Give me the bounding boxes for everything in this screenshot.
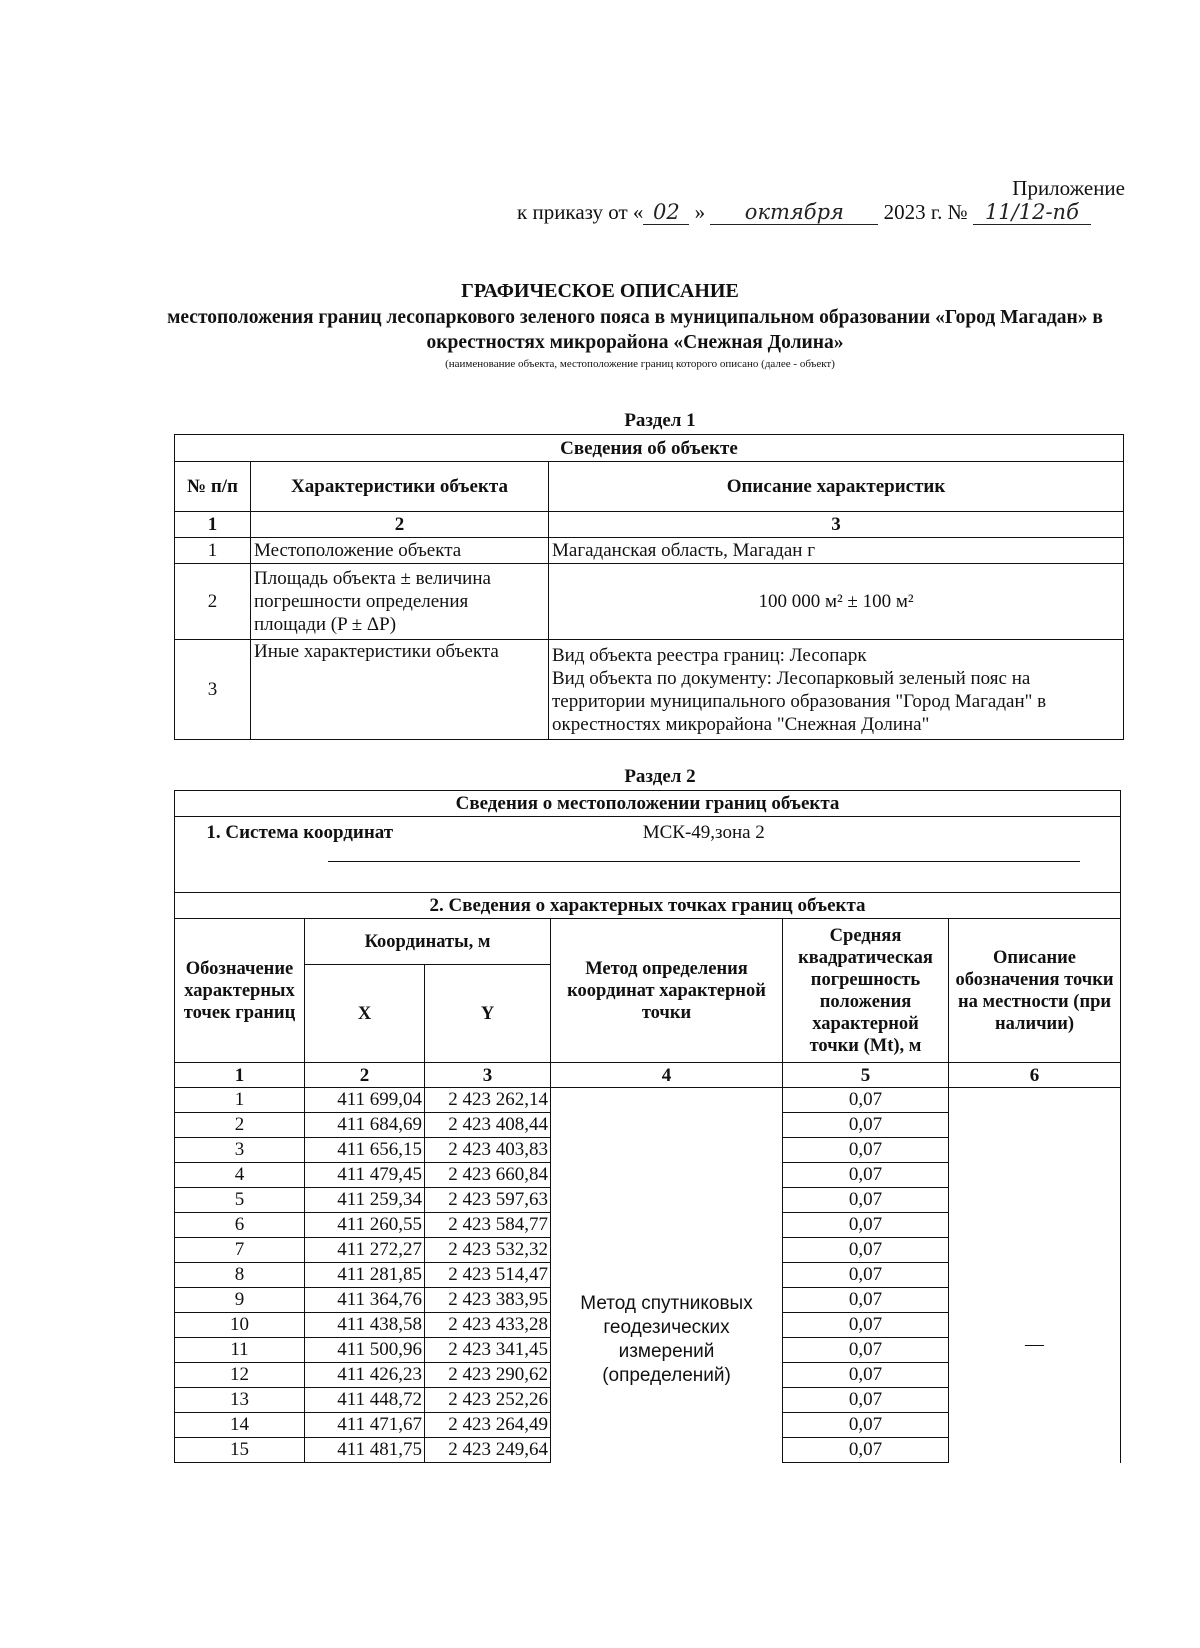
row-description	[549, 640, 1124, 740]
col-header-coords: Координаты, м	[305, 919, 551, 965]
point-x: 411 500,96	[305, 1338, 425, 1363]
point-error: 0,07	[783, 1213, 949, 1238]
row-characteristic: Площадь объекта ± величина погрешности определения площади (P ± ΔP)	[251, 564, 549, 640]
point-y: 2 423 660,84	[425, 1163, 551, 1188]
point-x: 411 699,04	[305, 1088, 425, 1113]
point-error: 0,07	[783, 1388, 949, 1413]
point-description: —	[949, 1088, 1121, 1463]
point-error: 0,07	[783, 1163, 949, 1188]
point-error: 0,07	[783, 1438, 949, 1463]
point-method: Метод спутниковых геодезических измерений (определений)	[551, 1088, 783, 1463]
point-number: 5	[175, 1188, 305, 1213]
point-number: 15	[175, 1438, 305, 1463]
boundary-points-table	[174, 790, 1121, 1463]
boundary-table-title: Сведения о местоположении границ объекта	[175, 791, 1121, 817]
point-error: 0,07	[783, 1313, 949, 1338]
point-x: 411 448,72	[305, 1388, 425, 1413]
col-header-error: Средняя квадратическая погрешность положения характерной точки (Mt), м	[783, 919, 949, 1063]
table-row	[175, 1088, 1121, 1113]
order-line	[517, 200, 1091, 225]
row-number: 3	[175, 640, 251, 740]
points-title: 2. Сведения о характерных точках границ объекта	[175, 893, 1121, 919]
point-x: 411 656,15	[305, 1138, 425, 1163]
col-header-x: X	[305, 965, 425, 1063]
order-month-handwritten: октября	[710, 200, 878, 225]
point-y: 2 423 252,26	[425, 1388, 551, 1413]
point-number: 13	[175, 1388, 305, 1413]
point-y: 2 423 290,62	[425, 1363, 551, 1388]
point-number: 3	[175, 1138, 305, 1163]
table-row	[175, 564, 1124, 640]
row-number: 2	[175, 564, 251, 640]
point-number: 9	[175, 1288, 305, 1313]
point-x: 411 259,34	[305, 1188, 425, 1213]
subtitle-note: (наименование объекта, местоположение границ которого описано (далее - объект)	[445, 358, 835, 370]
point-error: 0,07	[783, 1238, 949, 1263]
point-y: 2 423 403,83	[425, 1138, 551, 1163]
point-x: 411 438,58	[305, 1313, 425, 1338]
row-characteristic: Иные характеристики объекта	[251, 640, 549, 740]
point-number: 10	[175, 1313, 305, 1338]
point-error: 0,07	[783, 1138, 949, 1163]
row-description: 100 000 м² ± 100 м²	[549, 564, 1124, 640]
coord-system-row	[175, 817, 1121, 893]
point-error: 0,07	[783, 1338, 949, 1363]
order-quote-close: »	[694, 200, 706, 224]
point-number: 6	[175, 1213, 305, 1238]
point-error: 0,07	[783, 1188, 949, 1213]
coord-system-value: МСК-49,зона 2	[328, 821, 1081, 862]
col-number-2: 2	[305, 1063, 425, 1088]
col-number-1: 1	[175, 1063, 305, 1088]
point-number: 12	[175, 1363, 305, 1388]
point-number: 2	[175, 1113, 305, 1138]
table-row	[175, 640, 1124, 740]
point-x: 411 426,23	[305, 1363, 425, 1388]
point-number: 8	[175, 1263, 305, 1288]
point-x: 411 471,67	[305, 1413, 425, 1438]
col-number-5: 5	[783, 1063, 949, 1088]
row-description: Магаданская область, Магадан г	[549, 538, 1124, 564]
coord-system-label: 1. Система координат	[175, 817, 425, 893]
point-x: 411 272,27	[305, 1238, 425, 1263]
col-header-designation: Обозначение характерных точек границ	[175, 919, 305, 1063]
col-number-1: 1	[175, 512, 251, 538]
point-y: 2 423 597,63	[425, 1188, 551, 1213]
point-error: 0,07	[783, 1363, 949, 1388]
col-number-3: 3	[549, 512, 1124, 538]
point-error: 0,07	[783, 1263, 949, 1288]
row-description-line: Вид объекта по документу: Лесопарковый зеленый пояс на территории муниципального образования "Город Магадан" в окрестностях микрорайона "Снежная Долина"	[552, 667, 1047, 735]
point-y: 2 423 514,47	[425, 1263, 551, 1288]
point-number: 14	[175, 1413, 305, 1438]
appendix-label: Приложение	[1012, 176, 1125, 200]
point-x: 411 684,69	[305, 1113, 425, 1138]
order-prefix: к приказу от «	[517, 200, 644, 224]
page-subtitle: местоположения границ лесопаркового зеленого пояса в муниципальном образовании «Город Магадан» в окрестностях микрорайона «Снежная Долина»	[167, 307, 1103, 353]
point-number: 4	[175, 1163, 305, 1188]
col-number-4: 4	[551, 1063, 783, 1088]
point-y: 2 423 433,28	[425, 1313, 551, 1338]
point-error: 0,07	[783, 1113, 949, 1138]
point-y: 2 423 584,77	[425, 1213, 551, 1238]
point-number: 11	[175, 1338, 305, 1363]
col-header-characteristic: Характеристики объекта	[251, 462, 549, 512]
point-y: 2 423 383,95	[425, 1288, 551, 1313]
point-y: 2 423 341,45	[425, 1338, 551, 1363]
row-description-line: Вид объекта реестра границ: Лесопарк	[552, 644, 867, 666]
point-error: 0,07	[783, 1288, 949, 1313]
point-x: 411 281,85	[305, 1263, 425, 1288]
point-error: 0,07	[783, 1088, 949, 1113]
point-x: 411 364,76	[305, 1288, 425, 1313]
section2-title: Раздел 2	[624, 766, 696, 787]
col-header-number: № п/п	[175, 462, 251, 512]
col-number-3: 3	[425, 1063, 551, 1088]
col-header-method: Метод определения координат характерной точки	[551, 919, 783, 1063]
section1-title: Раздел 1	[624, 410, 696, 431]
row-number: 1	[175, 538, 251, 564]
col-number-2: 2	[251, 512, 549, 538]
point-number: 7	[175, 1238, 305, 1263]
point-x: 411 479,45	[305, 1163, 425, 1188]
point-y: 2 423 264,49	[425, 1413, 551, 1438]
page-title: ГРАФИЧЕСКОЕ ОПИСАНИЕ	[461, 280, 739, 302]
col-header-y: Y	[425, 965, 551, 1063]
point-x: 411 260,55	[305, 1213, 425, 1238]
row-characteristic: Местоположение объекта	[251, 538, 549, 564]
object-info-table-title: Сведения об объекте	[175, 435, 1124, 462]
order-day-handwritten: 02	[643, 200, 689, 225]
order-year: 2023 г. №	[883, 200, 968, 224]
object-info-table	[174, 434, 1124, 740]
point-y: 2 423 532,32	[425, 1238, 551, 1263]
point-y: 2 423 408,44	[425, 1113, 551, 1138]
table-row	[175, 538, 1124, 564]
col-header-description: Описание обозначения точки на местности (при наличии)	[949, 919, 1121, 1063]
point-y: 2 423 249,64	[425, 1438, 551, 1463]
order-number-handwritten: 11/12-пб	[973, 200, 1091, 225]
point-number: 1	[175, 1088, 305, 1113]
point-error: 0,07	[783, 1413, 949, 1438]
point-x: 411 481,75	[305, 1438, 425, 1463]
coord-system-cell	[425, 817, 1121, 893]
point-y: 2 423 262,14	[425, 1088, 551, 1113]
col-header-description: Описание характеристик	[549, 462, 1124, 512]
col-number-6: 6	[949, 1063, 1121, 1088]
